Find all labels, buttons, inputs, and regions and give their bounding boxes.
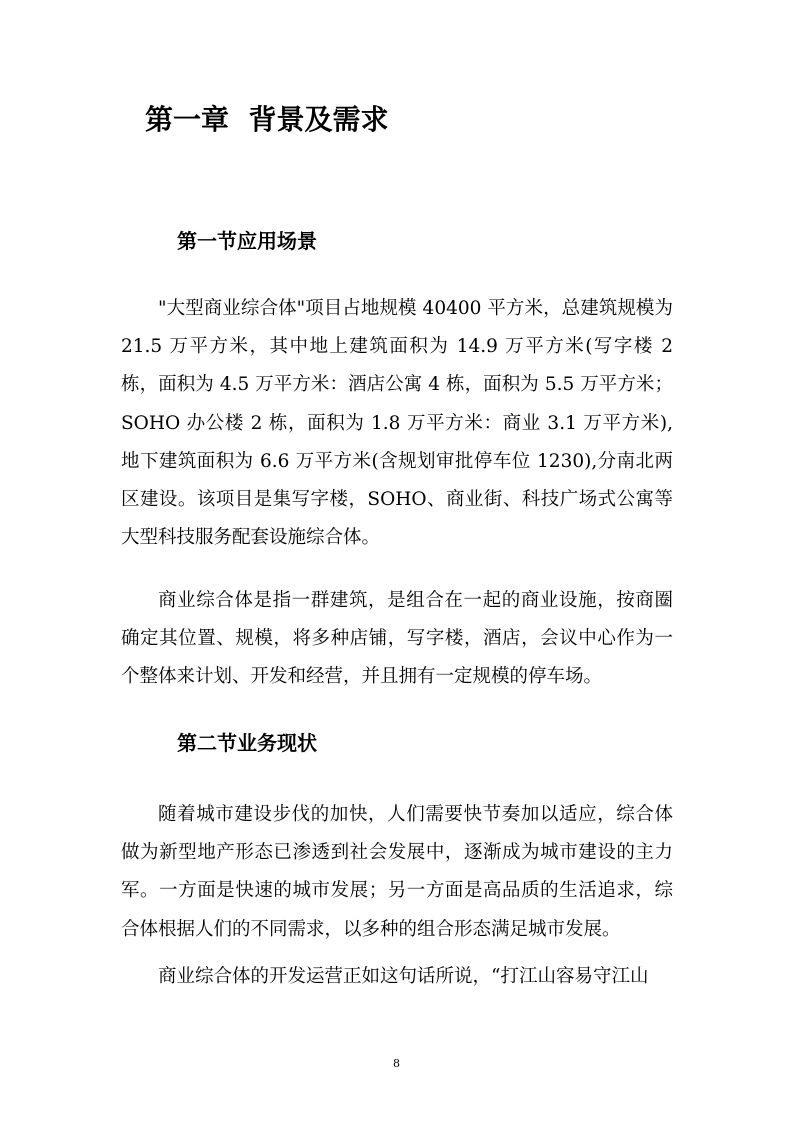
page-number: 8	[393, 1057, 400, 1070]
paragraph-urban-development: 随着城市建设步伐的加快，人们需要快节奏加以适应，综合体做为新型地产形态已渗透到社会发展中，逐渐成为城市建设的主力军。一方面是快速的城市发展；另一方面是高品质的生活追求，综合体根据人们的不同需求，以多种的组合形态满足城市发展。	[121, 804, 673, 940]
section-title-business-status: 第二节业务现状	[177, 731, 317, 755]
paragraph-project-overview: "大型商业综合体"项目占地规模 40400 平方米，总建筑规模为 21.5 万平方米，其中地上建筑面积为 14.9 万平方米(写字楼 2 栋，面积为 4.5 万平方米：酒店公寓 4 栋，面积为 5.5 万平方米；SOHO 办公楼 2 栋，面积为 1.8 万平方米：商业 3.1 万平方米),地下建筑面积为 6.6 万平方米(含规划审批停车位 1230),分南北两区建设。该项目是集写字楼，SOHO、商业街、科技广场式公寓等大型科技服务配套设施综合体。	[121, 298, 673, 549]
paragraph-complex-definition: 商业综合体是指一群建筑，是组合在一起的商业设施，按商圈确定其位置、规模，将多种店铺，写字楼，酒店，会议中心作为一个整体来计划、开发和经营，并且拥有一定规模的停车场。	[121, 590, 673, 688]
section-title-application-scenario: 第一节应用场景	[177, 229, 317, 253]
chapter-title: 第一章 背景及需求	[145, 103, 389, 136]
paragraph-operation-quote: 商业综合体的开发运营正如这句话所说，“打江山容易守江山	[158, 966, 649, 987]
